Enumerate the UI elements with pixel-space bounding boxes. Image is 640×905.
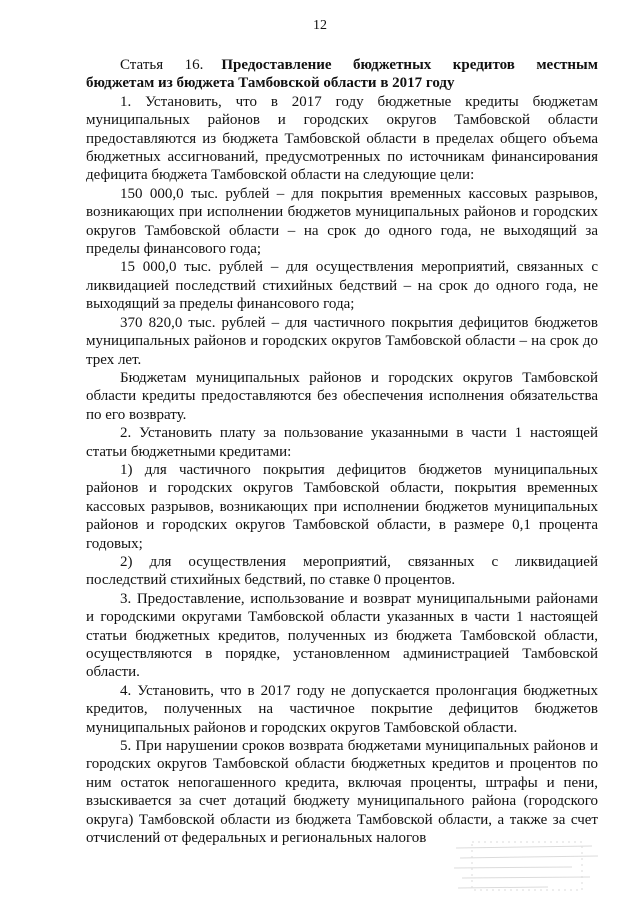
paragraph-10: 4. Установить, что в 2017 году не допускается пролонгация бюджетных кредитов, полученных на частичное покрытие дефицитов бюджетов муниципальных районов и городских округов Тамбовской области. [86,682,598,736]
registration-stamp-mark [452,838,602,894]
paragraph-4: 370 820,0 тыс. рублей – для частичного покрытия дефицитов бюджетов муниципальных районов и городских округов Тамбовской области – на срок до трех лет. [86,314,598,368]
paragraph-5: Бюджетам муниципальных районов и городских округов Тамбовской области кредиты предоставляются без обеспечения исполнения обязательства по его возврату. [86,369,598,423]
paragraph-3: 15 000,0 тыс. рублей – для осуществления мероприятий, связанных с ликвидацией последствий стихийных бедствий – на срок до одного года, не выходящий за пределы финансового года; [86,259,598,313]
article-heading [86,56,598,93]
paragraph-11: 5. При нарушении сроков возврата бюджетами муниципальных районов и городских округов Тамбовской области бюджетных кредитов и процентов по ним остаток непогашенного кредита, включая проценты, штрафы и пени, взыскивается за счет дотаций бюджету муниципального района (городского округа) Тамбовской области из бюджета Тамбовской области, а также за счет отчислений от федеральных и региональных налогов [86,738,598,847]
paragraph-2: 150 000,0 тыс. рублей – для покрытия временных кассовых разрывов, возникающих при исполнении бюджетов муниципальных районов и городских округов Тамбовской области – на срок до одного года, не выходящий за пределы финансового года; [86,185,598,258]
paragraph-9: 3. Предоставление, использование и возврат муниципальными районами и городскими округами Тамбовской области указанных в части 1 настоящей статьи бюджетных кредитов, полученных из бюджета Тамбовской области, осуществляются в порядке, установленном администрацией Тамбовской области. [86,590,598,681]
paragraph-8: 2) для осуществления мероприятий, связанных с ликвидацией последствий стихийных бедствий, по ставке 0 процентов. [86,553,598,589]
page-number: 12 [313,18,327,33]
article-title: Предоставление бюджетных кредитов местным бюджетам из бюджета Тамбовской области в 2017 году [86,57,598,92]
article-label: Статья 16. [120,57,204,73]
paragraph-1: 1. Установить, что в 2017 году бюджетные кредиты бюджетам муниципальных районов и городских округов Тамбовской области предоставляются из бюджета Тамбовской области в пределах общего объема бюджетных ассигнований, предусмотренных по источникам финансирования дефицита бюджета Тамбовской области на следующие цели: [86,93,598,184]
document-body [86,56,598,847]
paragraph-6: 2. Установить плату за пользование указанными в части 1 настоящей статьи бюджетными кредитами: [86,425,598,460]
paragraph-7: 1) для частичного покрытия дефицитов бюджетов муниципальных районов и городских округов Тамбовской области, покрытия временных кассовых разрывов, возникающих при исполнении бюджетов муниципальных районов и городских округов Тамбовской области, в размере 0,1 процента годовых; [86,461,598,552]
